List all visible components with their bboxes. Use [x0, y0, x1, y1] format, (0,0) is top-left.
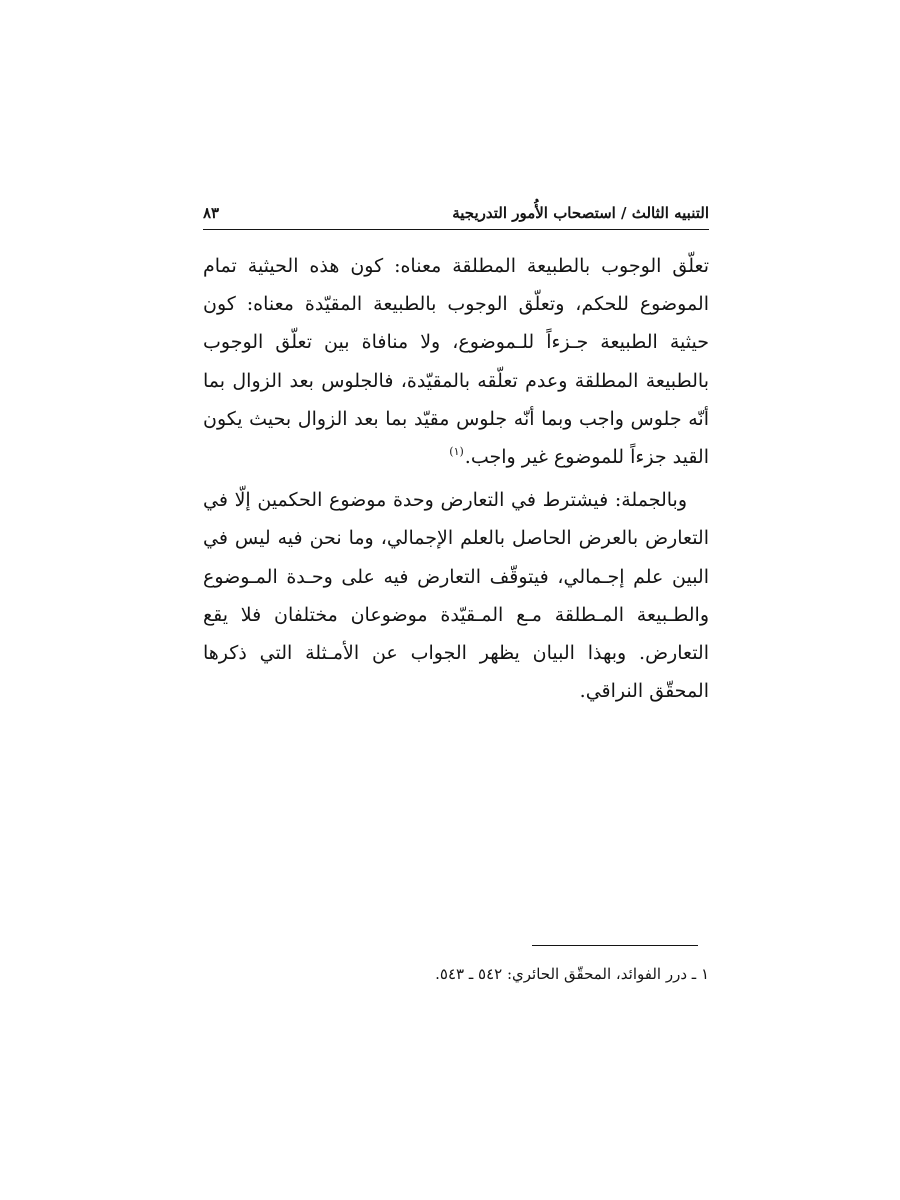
footnote-rule	[532, 945, 698, 946]
footnote-1: ١ ـ درر الفوائد، المحقّق الحائري: ٥٤٢ ـ ٥٤٣.	[435, 965, 709, 983]
paragraph-2: وبالجملة: فيشترط في التعارض وحدة موضوع الحكمين إلّا في التعارض بالعرض الحاصل بالعلم الإجمالي، وما نحن فيه ليس في البين علم إجـمالي، فيتوقّف التعارض فيه على وحـدة المـوضوع والطـبيعة المـطلقة مـع المـقيّدة موضوعان مختلفان فلا يقع التعارض. وبهذا البيان يظهر الجواب عن الأمـثلة التي ذكرها المحقّق النراقي.	[203, 489, 709, 703]
running-header-title: التنبيه الثالث / استصحاب الأُمور التدريجية	[452, 204, 709, 222]
running-header	[203, 202, 709, 226]
paragraph-1-text: تعلّق الوجوب بالطبيعة المطلقة معناه: كون هذه الحيثية تمام الموضوع للحكم، وتعلّق الوجوب بالطبيعة المقيّدة معناه: كون حيثية الطبيعة جـزءاً للـموضوع، ولا منافاة بين تعلّق الوجوب بالطبيعة المطلقة وعدم تعلّقه بالمقيّدة، فالجلوس بعد الزوال بما أنّه جلوس واجب وبما أنّه جلوس مقيّد بما بعد الزوال بحيث يكون القيد جزءاً للموضوع غير واجب.	[203, 255, 709, 469]
body-text	[203, 247, 709, 710]
header-rule	[203, 229, 709, 230]
paragraph-1	[203, 247, 709, 479]
footnote-reference: (١)	[449, 445, 464, 459]
page-number: ٨٣	[203, 204, 220, 222]
